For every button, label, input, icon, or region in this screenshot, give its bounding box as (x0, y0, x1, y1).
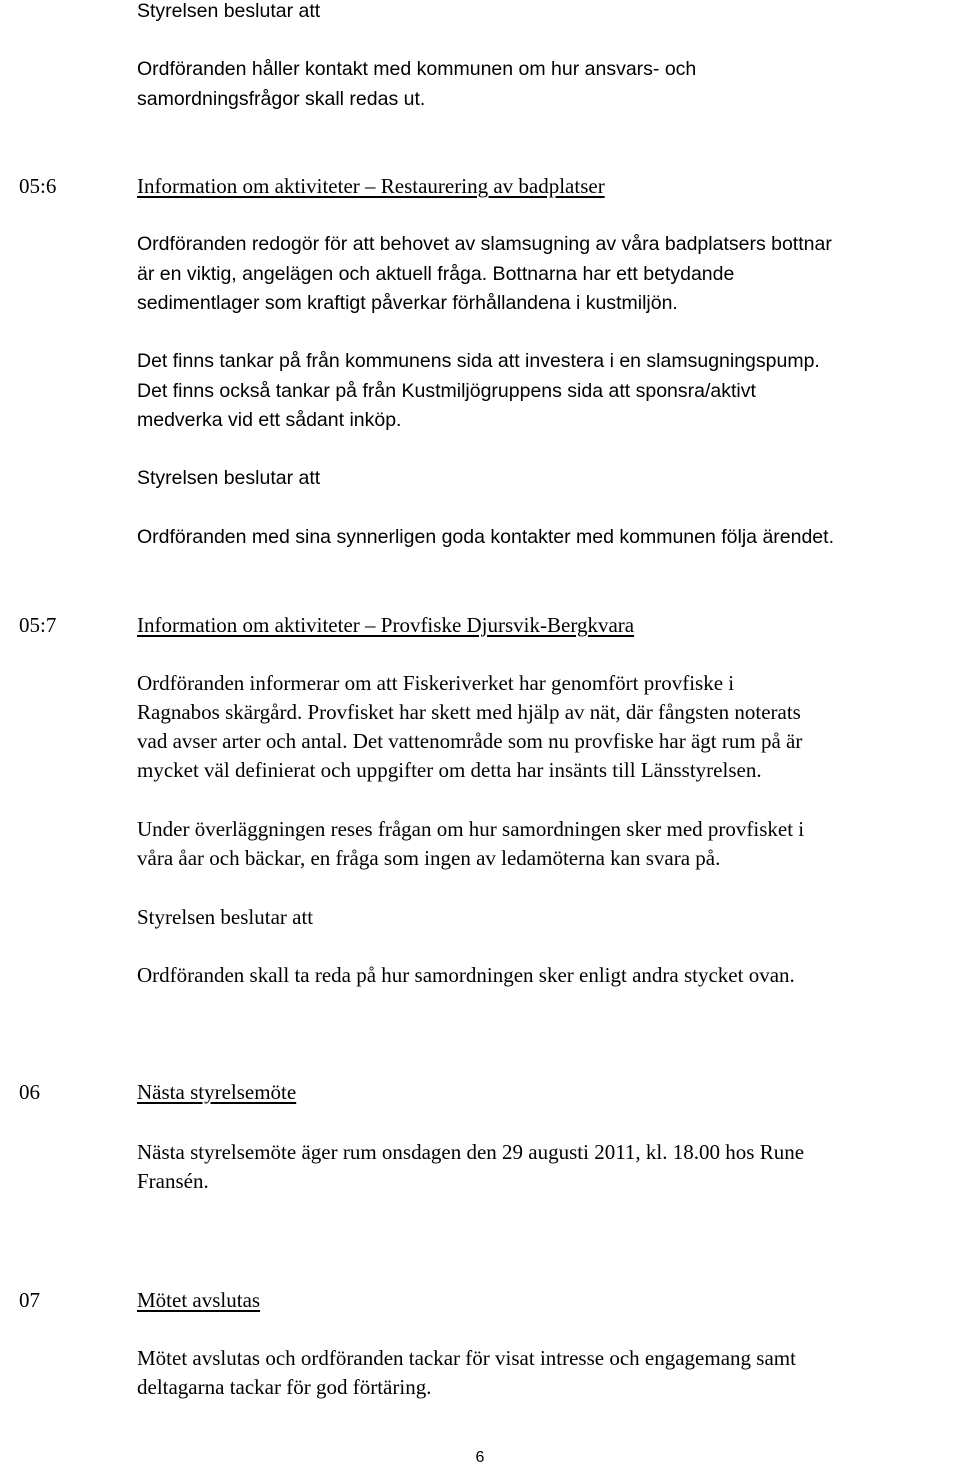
text-line: Det finns också tankar på från Kustmiljögruppens sida att sponsra/aktivt (137, 379, 756, 402)
paragraph (137, 815, 949, 873)
text-line: Ordföranden håller kontakt med kommunen om hur ansvars- och (137, 58, 697, 80)
section-number: 05:6 (19, 174, 57, 198)
section-number: 07 (19, 1288, 40, 1312)
decision-label: Styrelsen beslutar att (137, 0, 321, 22)
decision-text: Ordföranden med sina synnerligen goda kontakter med kommunen följa ärendet. (137, 526, 834, 548)
text-line: Det finns tankar på från kommunens sida att investera i en slamsugningspump. (137, 350, 820, 372)
decision-text: Ordföranden skall ta reda på hur samordningen sker enligt andra stycket ovan. (137, 963, 795, 987)
text-line: är en viktig, angelägen och aktuell fråga. Bottnarna har ett betydande (137, 262, 735, 285)
text-line: Ordföranden informerar om att Fiskeriverket har genomfört provfiske i (137, 671, 735, 695)
section-number: 06 (19, 1080, 40, 1104)
decision-text (137, 55, 949, 114)
paragraph (137, 669, 949, 785)
section-heading: Information om aktiviteter – Provfiske Djursvik-Bergkvara (137, 613, 635, 637)
text-line: medverka vid ett sådant inköp. (137, 409, 402, 431)
paragraph (137, 347, 949, 436)
text-line: Nästa styrelsemöte äger rum onsdagen den 29 augusti 2011, kl. 18.00 hos Rune (137, 1140, 805, 1164)
section-heading: Mötet avslutas (137, 1288, 261, 1312)
paragraph (137, 1138, 949, 1196)
text-line: mycket väl definierat och uppgifter om detta har insänts till Länsstyrelsen. (137, 758, 762, 782)
text-line: Mötet avslutas och ordföranden tackar för visat intresse och engagemang samt (137, 1346, 796, 1370)
section-heading: Nästa styrelsemöte (137, 1080, 297, 1104)
text-line: våra åar och bäckar, en fråga som ingen av ledamöterna kan svara på. (137, 846, 721, 870)
text-line: vad avser arter och antal. Det vattenområde som nu provfiske har ägt rum på är (137, 729, 803, 753)
text-line: samordningsfrågor skall redas ut. (137, 87, 426, 110)
section-heading: Information om aktiviteter – Restaurering av badplatser (137, 174, 605, 198)
section-number: 05:7 (19, 613, 57, 637)
decision-label: Styrelsen beslutar att (137, 905, 314, 929)
paragraph (137, 1344, 949, 1402)
text-line: Ragnabos skärgård. Provfisket har skett med hjälp av nät, där fångsten noterats (137, 700, 801, 724)
text-line: Ordföranden redogör för att behovet av slamsugning av våra badplatsers bottnar (137, 233, 832, 255)
paragraph (137, 230, 949, 319)
decision-label: Styrelsen beslutar att (137, 467, 321, 489)
page-number: 6 (475, 1449, 485, 1466)
text-line: sedimentlager som kraftigt påverkar förhållandena i kustmiljön. (137, 292, 678, 314)
text-line: deltagarna tackar för god förtäring. (137, 1375, 432, 1399)
text-line: Fransén. (137, 1169, 209, 1193)
text-line: Under överläggningen reses frågan om hur samordningen sker med provfisket i (137, 817, 805, 841)
